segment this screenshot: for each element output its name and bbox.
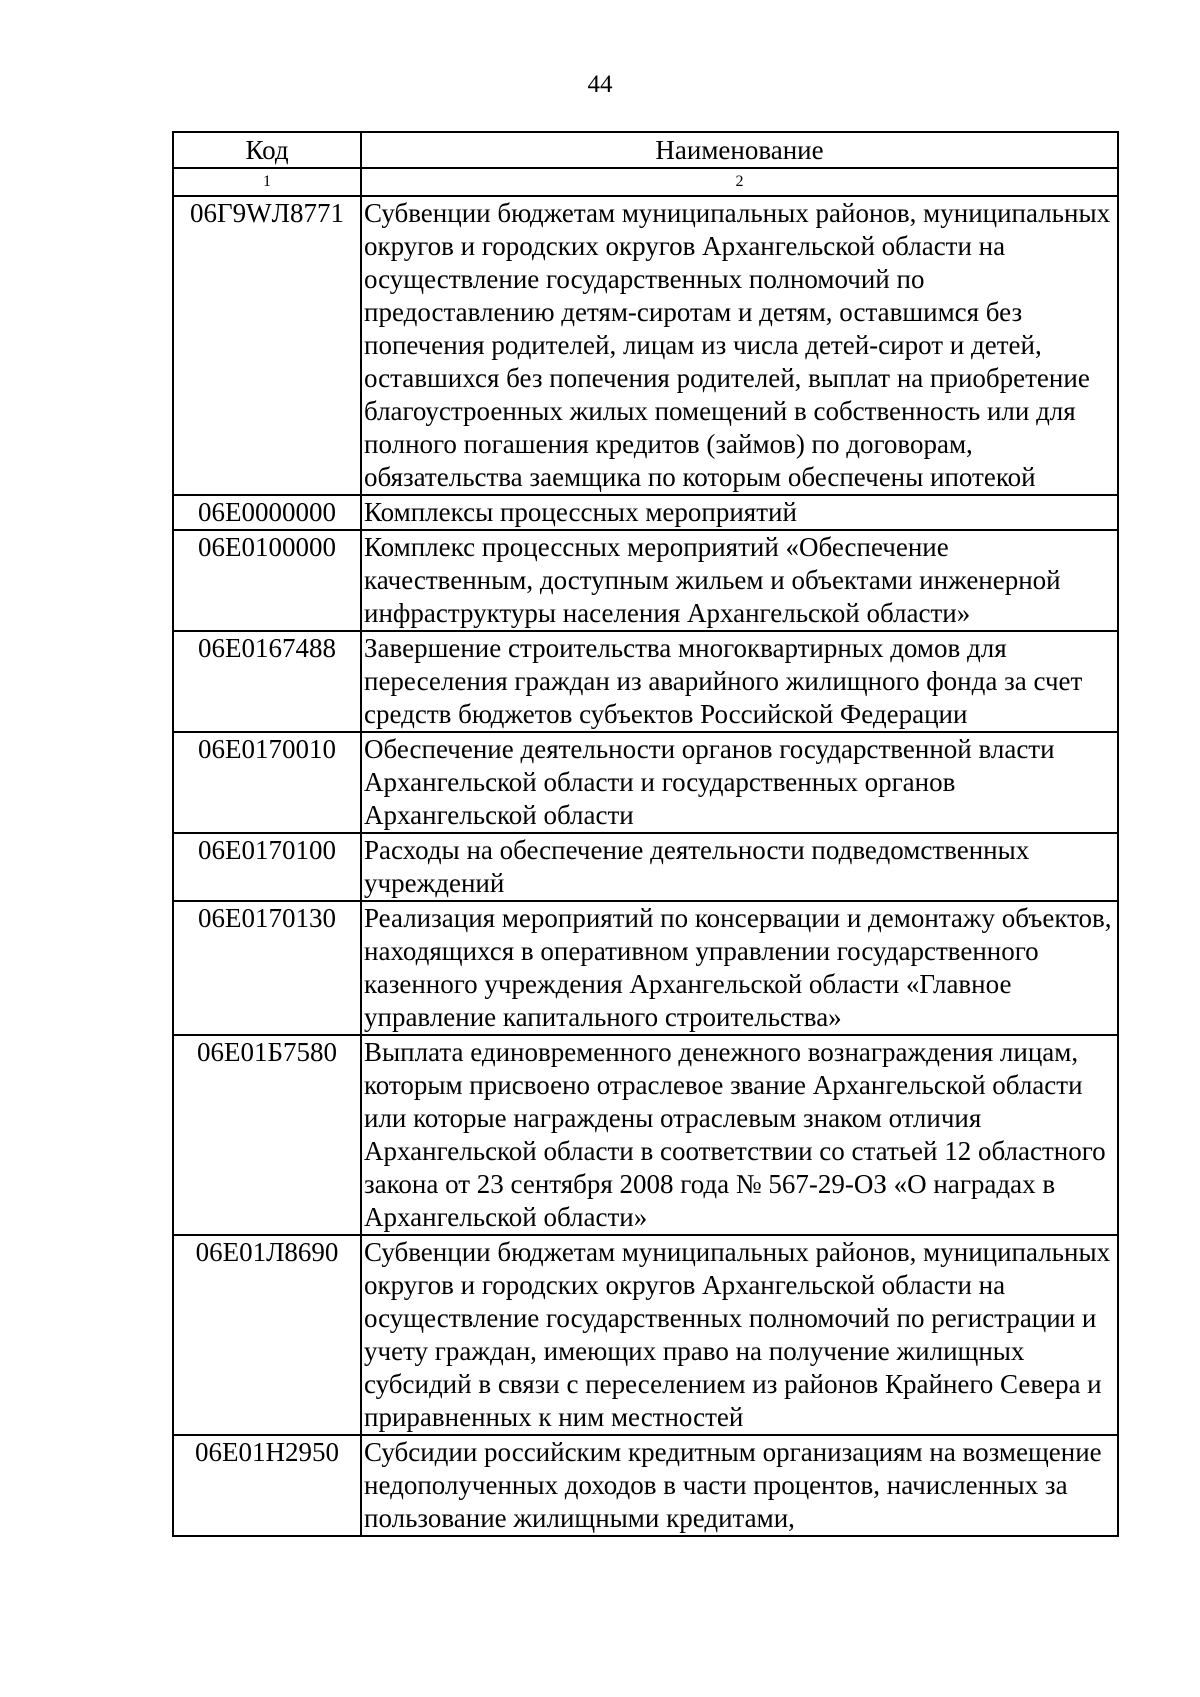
row-code: 06Е0100000 [173, 530, 361, 631]
row-code: 06Е0167488 [173, 631, 361, 732]
column-number-2: 2 [361, 168, 1118, 196]
row-name: Реализация мероприятий по консервации и демонтажу объектов, находящихся в оперативном управлении государственного казенного учреждения Архангельской области «Главное управление капитального строительства» [361, 901, 1118, 1035]
row-name: Комплекс процессных мероприятий «Обеспечение качественным, доступным жильем и объектами инженерной инфраструктуры населения Архангельской области» [361, 530, 1118, 631]
table-row [173, 631, 1118, 732]
table-row [173, 1435, 1118, 1536]
column-number-1: 1 [173, 168, 361, 196]
row-code: 06Г9WЛ8771 [173, 196, 361, 495]
row-code: 06Е0170010 [173, 732, 361, 833]
table-row [173, 1235, 1118, 1435]
row-name: Завершение строительства многоквартирных домов для переселения граждан из аварийного жилищного фонда за счет средств бюджетов субъектов Российской Федерации [361, 631, 1118, 732]
row-name: Расходы на обеспечение деятельности подведомственных учреждений [361, 833, 1118, 901]
row-code: 06Е01Н2950 [173, 1435, 361, 1536]
table-row [173, 833, 1118, 901]
header-code: Код [173, 132, 361, 168]
table-row [173, 732, 1118, 833]
header-name: Наименование [361, 132, 1118, 168]
table-row [173, 495, 1118, 530]
budget-code-table [172, 131, 1119, 1537]
column-number-row [173, 168, 1118, 196]
row-code: 06Е01Л8690 [173, 1235, 361, 1435]
row-code: 06Е0170100 [173, 833, 361, 901]
table-row [173, 196, 1118, 495]
row-name: Субсидии российским кредитным организациям на возмещение недополученных доходов в части процентов, начисленных за пользование жилищными кредитами, [361, 1435, 1118, 1536]
row-name: Субвенции бюджетам муниципальных районов, муниципальных округов и городских округов Архангельской области на осуществление государственных полномочий по регистрации и учету граждан, имеющих право на получение жилищных субсидий в связи с переселением из районов Крайнего Севера и приравненных к ним местностей [361, 1235, 1118, 1435]
table-row [173, 530, 1118, 631]
row-code: 06Е0000000 [173, 495, 361, 530]
page-number: 44 [587, 71, 613, 98]
header-row [173, 132, 1118, 168]
row-name: Субвенции бюджетам муниципальных районов, муниципальных округов и городских округов Архангельской области на осуществление государственных полномочий по предоставлению детям-сиротам и детям, оставшимся без попечения родителей, лицам из числа детей-сирот и детей, оставшихся без попечения родителей, выплат на приобретение благоустроенных жилых помещений в собственность или для полного погашения кредитов (займов) по договорам, обязательства заемщика по которым обеспечены ипотекой [361, 196, 1118, 495]
row-name: Обеспечение деятельности органов государственной власти Архангельской области и государственных органов Архангельской области [361, 732, 1118, 833]
table-row [173, 901, 1118, 1035]
table-row [173, 1035, 1118, 1235]
row-code: 06Е0170130 [173, 901, 361, 1035]
row-name: Выплата единовременного денежного вознаграждения лицам, которым присвоено отраслевое звание Архангельской области или которые награждены отраслевым знаком отличия Архангельской области в соответствии со статьей 12 областного закона от 23 сентября 2008 года № 567-29-ОЗ «О наградах в Архангельской области» [361, 1035, 1118, 1235]
row-name: Комплексы процессных мероприятий [361, 495, 1118, 530]
row-code: 06Е01Б7580 [173, 1035, 361, 1235]
